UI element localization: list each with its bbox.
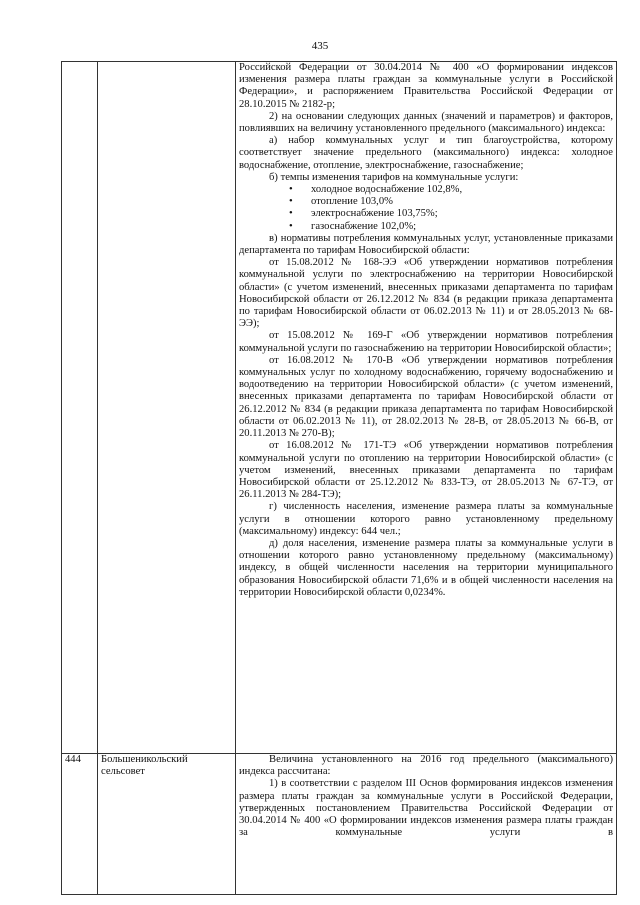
paragraph: от 15.08.2012 № 168-ЭЭ «Об утверждении нормативов потребления коммунальной услуги по электроснабжению на территории Новосибирской области» (с учетом изменений, внесенных приказами департамента по тарифам Новосибирской области от 26.12.2012 № 834 (в редакции приказа департамента по тарифам Новосибирской области от 06.02.2013 № 11) и от 28.05.2013 № 68-ЭЭ);: [239, 257, 613, 330]
tariff-list: [239, 184, 613, 233]
table-row: [62, 754, 617, 895]
paragraph: в) нормативы потребления коммунальных услуг, установленные приказами департамента по тарифам Новосибирской области:: [239, 232, 613, 257]
paragraph: а) набор коммунальных услуг и тип благоустройства, которому соответствует значение предельного (максимального) индекса: холодное водоснабжение, отопление, электроснабжение, газоснабжение;: [239, 135, 613, 171]
description-cell: [236, 754, 617, 895]
paragraph: Величина установленного на 2016 год предельного (максимального) индекса рассчитана:: [239, 754, 613, 778]
municipality-name-cell: [98, 62, 236, 754]
paragraph: г) численность населения, изменение размера платы за коммунальные услуги в отношении которого равно установленному предельному (максимальному) индексу: 644 чел.;: [239, 501, 613, 537]
paragraph: 2) на основании следующих данных (значений и параметров) и факторов, повлиявших на величину установленного предельного (максимального) индекса:: [239, 110, 613, 135]
paragraph: Российской Федерации от 30.04.2014 № 400 «О формировании индексов изменения размера платы граждан за коммунальные услуги в Российской Федерации», и распоряжением Правительства Российской Федерации от 28.10.2015 № 2182-р;: [239, 62, 613, 110]
description-cell: [236, 62, 617, 754]
list-item: • электроснабжение 103,75%;: [239, 208, 613, 220]
row-number-cell: 444: [62, 754, 98, 895]
page-number: 435: [311, 40, 329, 52]
paragraph: д) доля населения, изменение размера платы за коммунальные услуги в отношении которого равно установленному предельному (максимальному) индексу, в общей численности населения на территории муниципального образования Новосибирской области 71,6% и в общей численности населения на территории Новосибирской области 0,0234%.: [239, 537, 613, 598]
list-item: • отопление 103,0%: [239, 196, 613, 208]
paragraph: от 16.08.2012 № 171-ТЭ «Об утверждении нормативов потребления коммунальной услуги по отоплению на территории Новосибирской области» (с учетом изменений, внесенных приказами департамента по тарифам Новосибирской области от 25.12.2012 № 833-ТЭ, от 28.05.2013 № 67-ТЭ, от 26.11.2013 № 284-ТЭ);: [239, 440, 613, 501]
list-item: • холодное водоснабжение 102,8%,: [239, 184, 613, 196]
paragraph: от 16.08.2012 № 170-В «Об утверждении нормативов потребления коммунальных услуг по холодному водоснабжению, горячему водоснабжению и водоотведению на территории Новосибирской области» (с учетом изменений, внесенных приказами департамента по тарифам Новосибирской области от 26.12.2012 № 834 (в редакции приказа департамента по тарифам Новосибирской области от 06.02.2013 № 11), от 28.02.2013 № 28-В, от 28.05.2013 № 66-В, от 20.11.2013 № 270-В);: [239, 354, 613, 440]
document-table: [61, 61, 617, 895]
list-item: • газоснабжение 102,0%;: [239, 221, 613, 233]
municipality-name-cell: Большеникольский сельсовет: [98, 754, 236, 895]
paragraph: 1) в соответствии с разделом III Основ формирования индексов изменения размера платы граждан за коммунальные услуги в Российской Федерации, утвержденных постановлением Правительства Российской Федерации от 30.04.2014 № 400 «О формировании индексов изменения размера платы граждан за коммунальные услуги в: [239, 778, 613, 839]
paragraph: от 15.08.2012 № 169-Г «Об утверждении нормативов потребления коммунальной услуги по газоснабжению на территории Новосибирской области»;: [239, 330, 613, 354]
row-number-cell: [62, 62, 98, 754]
table-row: [62, 62, 617, 754]
paragraph: б) темпы изменения тарифов на коммунальные услуги:: [269, 171, 519, 183]
